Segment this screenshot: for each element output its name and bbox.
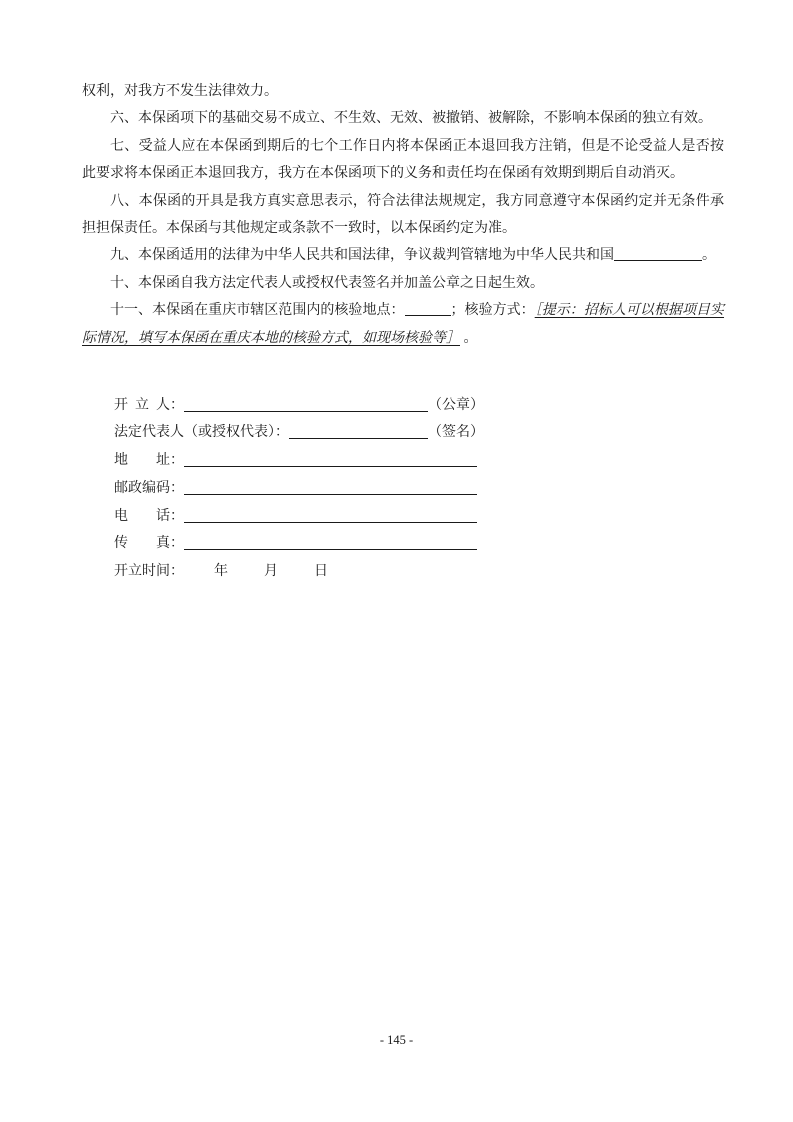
page-number: - 145 -: [379, 1033, 414, 1047]
signature-underline: [289, 437, 428, 439]
clause-text: 十一、本保函在重庆市辖区范围内的核验地点：: [110, 303, 405, 319]
signature-row: [114, 443, 477, 471]
fill-in-blank-underline: [405, 302, 451, 316]
signature-row: [114, 527, 477, 555]
signature-field-label: [114, 396, 184, 416]
clause-text: 九、本保函适用的法律为中华人民共和国法律，争议裁判管辖地为中华人民共和国: [110, 248, 614, 264]
clause-text: 权利，对我方不发生法律效力。: [82, 84, 278, 99]
signature-field-label-text: 地址: [114, 453, 170, 469]
signature-field-label-text: 邮政编码: [114, 480, 170, 496]
clause-text: 十、本保函自我方法定代表人或授权代表签名并加盖公章之日起生效。: [110, 275, 544, 291]
signature-field-label: [114, 562, 184, 582]
signature-field-label-text: 开立时间: [114, 563, 170, 579]
clause-paragraph: [82, 242, 724, 269]
signature-underline: [184, 465, 477, 467]
signature-row: [114, 499, 477, 527]
date-part: 日: [314, 563, 328, 579]
signature-field-colon: ：: [170, 453, 184, 469]
clause-paragraph: [82, 188, 724, 243]
clause-text: ；核验方式：: [450, 303, 535, 319]
signature-underline: [184, 410, 428, 412]
clause-text: 八、本保函的开具是我方真实意思表示，符合法律法规规定，我方同意遵守本保函约定并无条件承担担保责任。本保函与其他规定或条款不一致时，以本保函约定为准。: [82, 193, 724, 237]
clause-paragraph: [82, 133, 724, 188]
clause-text: 七、受益人应在本保函到期后的七个工作日内将本保函正本退回我方注销，但是不论受益人是否按此要求将本保函正本退回我方，我方在本保函项下的义务和责任均在保函有效期到期后自动消灭。: [82, 138, 724, 182]
signature-field-label-text: 传真: [114, 536, 170, 552]
signature-field-label-text: 电话: [114, 508, 170, 524]
document-content: [82, 78, 724, 582]
signature-underline: [184, 548, 477, 550]
clause-text: 。: [460, 330, 478, 346]
signature-date-row: [114, 554, 724, 582]
signature-field-colon: ：: [170, 480, 184, 496]
signature-field-label-text: 法定代表人（或授权代表）: [114, 425, 275, 441]
fill-in-blank-underline: [614, 247, 702, 261]
signature-field-label: [114, 534, 184, 554]
signature-row: [114, 388, 484, 416]
signature-field-label: [114, 507, 184, 527]
clause-text: 六、本保函项下的基础交易不成立、不生效、无效、被撤销、被解除，不影响本保函的独立有效。: [110, 111, 712, 127]
hint-text: ［提示：招标人可以根据项目实际情况，填写本保函在重庆本地的核验方式，如现场核验等］: [82, 303, 725, 346]
signature-block: [114, 388, 724, 582]
signature-field-colon: ：: [170, 536, 184, 552]
signature-field-label: [114, 451, 184, 471]
signature-underline: [184, 493, 477, 495]
signature-underline: [184, 521, 477, 523]
signature-field-colon: ：: [170, 563, 184, 579]
signature-field-label: [114, 423, 289, 443]
signature-field-colon: ：: [275, 425, 289, 441]
clause-paragraph: [82, 297, 724, 352]
signature-row: [114, 416, 484, 444]
date-part: 年: [214, 563, 228, 579]
signature-row: [114, 471, 477, 499]
clause-paragraph: [82, 78, 724, 105]
signature-field-label-text: 开立人: [114, 397, 170, 413]
clause-text: 。: [702, 248, 716, 264]
signature-field-colon: ：: [170, 508, 184, 524]
clause-paragraph: [82, 105, 724, 132]
signature-field-label: [114, 479, 184, 499]
signature-suffix: （公章）: [428, 397, 484, 413]
clause-list: [82, 78, 724, 352]
signature-field-colon: ：: [170, 397, 184, 413]
date-part: 月: [264, 563, 278, 579]
page-footer: [0, 1033, 793, 1048]
signature-suffix: （签名）: [428, 425, 484, 441]
clause-paragraph: [82, 270, 724, 297]
